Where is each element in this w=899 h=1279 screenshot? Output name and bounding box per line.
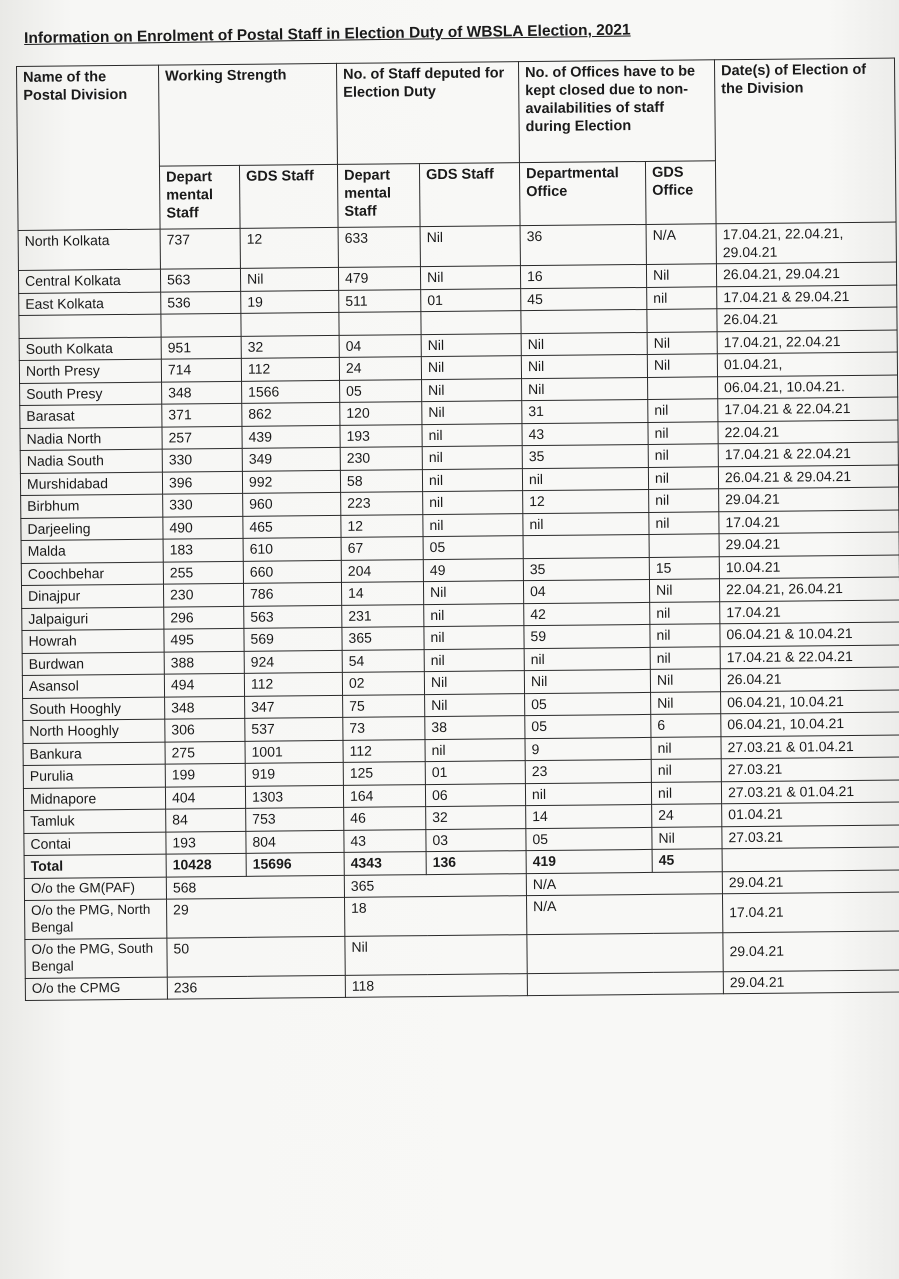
office-name-cell: O/o the CPMG bbox=[25, 977, 167, 1001]
cl-gds-cell: 15 bbox=[649, 556, 719, 579]
division-name-cell: Barasat bbox=[20, 404, 162, 428]
division-name-cell: North Presy bbox=[19, 359, 161, 383]
header-division: Name of the Postal Division bbox=[17, 65, 161, 230]
ws-dept-cell: 257 bbox=[162, 426, 242, 449]
header-closed: No. of Offices have to be kept closed due to non-availabilities of staff during Election bbox=[518, 60, 715, 163]
ws-dept-cell: 348 bbox=[165, 696, 245, 719]
division-name-cell: Tamluk bbox=[24, 809, 166, 833]
dates-cell: 06.04.21 & 10.04.21 bbox=[720, 622, 899, 646]
cl-gds-cell: N/A bbox=[646, 224, 716, 265]
dep-gds-cell: 32 bbox=[426, 806, 526, 829]
office-dates-cell: 29.04.21 bbox=[722, 870, 899, 894]
office-deputed-cell: 365 bbox=[344, 873, 526, 897]
dates-cell: 17.04.21, 22.04.21, 29.04.21 bbox=[716, 222, 896, 264]
dates-cell: 29.04.21 bbox=[719, 532, 899, 556]
ws-gds-cell: 112 bbox=[244, 672, 342, 695]
ws-gds-cell: 569 bbox=[244, 627, 342, 650]
ws-gds-cell: 349 bbox=[242, 447, 340, 470]
ws-dept-cell bbox=[161, 313, 241, 336]
cl-gds-cell: nil bbox=[650, 601, 720, 624]
subheader-cl-gds: GDS Office bbox=[645, 161, 716, 225]
cl-gds-cell: nil bbox=[648, 444, 718, 467]
cl-gds-cell: Nil bbox=[651, 691, 721, 714]
dep-dept-cell: 46 bbox=[344, 807, 426, 830]
division-name-cell: Nadia South bbox=[20, 449, 162, 473]
dep-gds-cell: nil bbox=[422, 468, 522, 491]
subheader-ws-gds: GDS Staff bbox=[239, 164, 338, 228]
cl-dept-cell: Nil bbox=[521, 354, 647, 378]
office-deputed-cell: 18 bbox=[344, 896, 526, 936]
office-deputed-cell: Nil bbox=[345, 934, 527, 974]
office-ws-cell: 50 bbox=[167, 936, 345, 976]
division-name-cell: South Presy bbox=[20, 382, 162, 406]
dates-cell: 17.04.21 & 22.04.21 bbox=[720, 645, 899, 669]
ws-dept-cell: 275 bbox=[165, 741, 245, 764]
dep-dept-cell: 120 bbox=[340, 402, 422, 425]
ws-gds-cell: 786 bbox=[243, 582, 341, 605]
total-dep-gds-cell: 136 bbox=[426, 851, 526, 874]
dep-gds-cell: 03 bbox=[426, 828, 526, 851]
cl-dept-cell: Nil bbox=[521, 332, 647, 356]
ws-dept-cell: 199 bbox=[165, 763, 245, 786]
cl-dept-cell: 05 bbox=[526, 827, 652, 851]
header-working-strength: Working Strength bbox=[158, 63, 337, 166]
office-ws-cell: 29 bbox=[167, 897, 345, 937]
dep-dept-cell: 479 bbox=[338, 267, 420, 290]
dep-dept-cell: 75 bbox=[343, 694, 425, 717]
ws-dept-cell: 183 bbox=[163, 538, 243, 561]
total-ws-dept-cell: 10428 bbox=[166, 853, 246, 876]
dep-gds-cell: Nil bbox=[423, 581, 523, 604]
dates-cell: 06.04.21, 10.04.21. bbox=[718, 375, 898, 399]
dep-dept-cell: 54 bbox=[342, 649, 424, 672]
ws-gds-cell: 919 bbox=[245, 762, 343, 785]
subheader-dep-dept: Depart mental Staff bbox=[337, 164, 420, 228]
dep-dept-cell: 230 bbox=[340, 447, 422, 470]
cl-dept-cell: 05 bbox=[525, 714, 651, 738]
dep-dept-cell: 12 bbox=[341, 514, 423, 537]
cl-gds-cell: nil bbox=[651, 781, 721, 804]
division-name-cell: Howrah bbox=[22, 629, 164, 653]
cl-gds-cell: 24 bbox=[652, 804, 722, 827]
cl-dept-cell: nil bbox=[522, 467, 648, 491]
office-dates-cell: 29.04.21 bbox=[723, 970, 899, 994]
dates-cell: 17.04.21 bbox=[719, 510, 899, 534]
dates-cell: 06.04.21, 10.04.21 bbox=[721, 690, 899, 714]
division-name-cell: Jalpaiguri bbox=[22, 607, 164, 631]
dates-cell: 26.04.21 bbox=[717, 307, 897, 331]
cl-gds-cell bbox=[647, 309, 717, 332]
division-name-cell: Asansol bbox=[22, 674, 164, 698]
cl-dept-cell: 05 bbox=[525, 692, 651, 716]
dep-dept-cell: 164 bbox=[343, 784, 425, 807]
cl-dept-cell bbox=[523, 534, 649, 558]
ws-dept-cell: 193 bbox=[166, 831, 246, 854]
table-body bbox=[18, 222, 899, 1000]
office-ws-cell: 568 bbox=[166, 875, 344, 899]
division-name-cell: Birbhum bbox=[21, 494, 163, 518]
office-dates-cell: 17.04.21 bbox=[722, 892, 899, 932]
division-name-cell: Midnapore bbox=[23, 787, 165, 811]
dep-dept-cell: 14 bbox=[341, 582, 423, 605]
division-name-cell bbox=[19, 314, 161, 338]
dep-dept-cell: 231 bbox=[342, 604, 424, 627]
ws-dept-cell: 230 bbox=[163, 583, 243, 606]
cl-gds-cell: nil bbox=[650, 624, 720, 647]
ws-dept-cell: 371 bbox=[162, 403, 242, 426]
cl-dept-cell: 16 bbox=[520, 264, 646, 288]
dates-cell: 17.04.21 & 22.04.21 bbox=[718, 397, 898, 421]
dep-gds-cell bbox=[421, 311, 521, 334]
ws-gds-cell: 112 bbox=[241, 357, 339, 380]
header-dates: Date(s) of Election of the Division bbox=[714, 58, 896, 224]
ws-dept-cell: 306 bbox=[165, 718, 245, 741]
dep-gds-cell: Nil bbox=[420, 226, 520, 267]
ws-gds-cell: 1001 bbox=[245, 740, 343, 763]
cl-dept-cell bbox=[521, 309, 647, 333]
dates-cell: 17.04.21 & 29.04.21 bbox=[717, 285, 897, 309]
dep-dept-cell: 67 bbox=[341, 537, 423, 560]
dates-cell: 17.04.21 bbox=[720, 600, 899, 624]
election-staff-table bbox=[16, 58, 899, 1001]
cl-gds-cell: nil bbox=[651, 759, 721, 782]
dep-gds-cell: nil bbox=[422, 446, 522, 469]
dep-dept-cell: 58 bbox=[340, 469, 422, 492]
total-dates-cell bbox=[722, 847, 899, 871]
dates-cell: 27.03.21 & 01.04.21 bbox=[721, 780, 899, 804]
dates-cell: 17.04.21 & 22.04.21 bbox=[718, 442, 898, 466]
ws-gds-cell: 19 bbox=[241, 290, 339, 313]
dep-gds-cell: 05 bbox=[423, 536, 523, 559]
division-name-cell: Purulia bbox=[23, 764, 165, 788]
document-title: Information on Enrolment of Postal Staff in Election Duty of WBSLA Election, 2021 bbox=[24, 21, 631, 47]
ws-dept-cell: 84 bbox=[166, 808, 246, 831]
ws-gds-cell: 610 bbox=[243, 537, 341, 560]
dep-gds-cell: nil bbox=[424, 626, 524, 649]
ws-gds-cell: 1566 bbox=[242, 380, 340, 403]
dep-dept-cell: 24 bbox=[339, 357, 421, 380]
cl-dept-cell: nil bbox=[525, 782, 651, 806]
dates-cell: 17.04.21, 22.04.21 bbox=[717, 330, 897, 354]
ws-gds-cell: 924 bbox=[244, 650, 342, 673]
cl-gds-cell: nil bbox=[650, 646, 720, 669]
total-division-name-cell: Total bbox=[24, 854, 166, 878]
dates-cell: 29.04.21 bbox=[719, 487, 899, 511]
division-name-cell: Central Kolkata bbox=[18, 269, 160, 293]
cl-dept-cell: 31 bbox=[522, 399, 648, 423]
cl-dept-cell: 42 bbox=[524, 602, 650, 626]
ws-gds-cell bbox=[241, 312, 339, 335]
total-cl-gds-cell: 45 bbox=[652, 849, 722, 872]
ws-gds-cell: 465 bbox=[243, 515, 341, 538]
subheader-ws-dept: Depart mental Staff bbox=[159, 165, 240, 229]
dep-dept-cell: 43 bbox=[344, 829, 426, 852]
cl-gds-cell: Nil bbox=[652, 826, 722, 849]
dep-gds-cell: nil bbox=[423, 513, 523, 536]
division-name-cell: South Kolkata bbox=[19, 337, 161, 361]
cl-dept-cell: Nil bbox=[524, 669, 650, 693]
cl-dept-cell: Nil bbox=[522, 377, 648, 401]
ws-dept-cell: 490 bbox=[163, 516, 243, 539]
ws-gds-cell: 960 bbox=[243, 492, 341, 515]
dep-gds-cell: 01 bbox=[425, 761, 525, 784]
division-name-cell: Nadia North bbox=[20, 427, 162, 451]
cl-gds-cell: nil bbox=[649, 511, 719, 534]
office-closed-cell bbox=[527, 971, 723, 995]
header-deputed: No. of Staff deputed for Election Duty bbox=[336, 62, 519, 165]
dep-gds-cell: nil bbox=[424, 603, 524, 626]
dates-cell: 27.03.21 bbox=[721, 757, 899, 781]
ws-dept-cell: 404 bbox=[165, 786, 245, 809]
dep-dept-cell: 365 bbox=[342, 627, 424, 650]
dep-dept-cell: 73 bbox=[343, 717, 425, 740]
ws-gds-cell: 660 bbox=[243, 560, 341, 583]
office-name-cell: O/o the PMG, South Bengal bbox=[25, 938, 167, 978]
dep-gds-cell: Nil bbox=[420, 266, 520, 289]
dep-dept-cell bbox=[339, 312, 421, 335]
dep-gds-cell: 38 bbox=[425, 716, 525, 739]
dep-gds-cell: Nil bbox=[421, 333, 521, 356]
ws-dept-cell: 330 bbox=[162, 448, 242, 471]
dates-cell: 01.04.21, bbox=[717, 352, 897, 376]
division-name-cell: East Kolkata bbox=[19, 292, 161, 316]
dep-gds-cell: nil bbox=[424, 648, 524, 671]
ws-dept-cell: 536 bbox=[161, 291, 241, 314]
cl-dept-cell: nil bbox=[524, 647, 650, 671]
dates-cell: 10.04.21 bbox=[719, 555, 899, 579]
cl-gds-cell: nil bbox=[648, 399, 718, 422]
ws-dept-cell: 951 bbox=[161, 336, 241, 359]
office-closed-cell: N/A bbox=[526, 894, 722, 935]
cl-dept-cell: nil bbox=[523, 512, 649, 536]
office-ws-cell: 236 bbox=[167, 975, 345, 999]
division-name-cell: Malda bbox=[21, 539, 163, 563]
dep-gds-cell: nil bbox=[422, 423, 522, 446]
dep-dept-cell: 125 bbox=[343, 762, 425, 785]
ws-gds-cell: Nil bbox=[240, 267, 338, 290]
cl-dept-cell: 43 bbox=[522, 422, 648, 446]
cl-dept-cell: 14 bbox=[526, 804, 652, 828]
cl-gds-cell: 6 bbox=[651, 714, 721, 737]
ws-gds-cell: 32 bbox=[241, 335, 339, 358]
cl-gds-cell: Nil bbox=[649, 579, 719, 602]
ws-dept-cell: 396 bbox=[162, 471, 242, 494]
dep-gds-cell: nil bbox=[423, 491, 523, 514]
cl-gds-cell: nil bbox=[649, 489, 719, 512]
ws-gds-cell: 753 bbox=[246, 807, 344, 830]
division-name-cell: Bankura bbox=[23, 742, 165, 766]
ws-gds-cell: 804 bbox=[246, 830, 344, 853]
dates-cell: 22.04.21 bbox=[718, 420, 898, 444]
dates-cell: 27.03.21 bbox=[722, 825, 899, 849]
cl-dept-cell: 35 bbox=[523, 557, 649, 581]
subheader-dep-gds: GDS Staff bbox=[419, 163, 520, 227]
cl-dept-cell: 36 bbox=[520, 224, 646, 265]
division-name-cell: North Hooghly bbox=[23, 719, 165, 743]
ws-dept-cell: 348 bbox=[162, 381, 242, 404]
ws-dept-cell: 495 bbox=[164, 628, 244, 651]
total-ws-gds-cell: 15696 bbox=[246, 852, 344, 875]
ws-dept-cell: 255 bbox=[163, 561, 243, 584]
dep-gds-cell: nil bbox=[425, 738, 525, 761]
cl-gds-cell: Nil bbox=[647, 331, 717, 354]
dep-dept-cell: 633 bbox=[338, 227, 420, 268]
total-cl-dept-cell: 419 bbox=[526, 849, 652, 873]
ws-dept-cell: 330 bbox=[163, 493, 243, 516]
cl-gds-cell: nil bbox=[648, 466, 718, 489]
ws-gds-cell: 992 bbox=[242, 470, 340, 493]
ws-gds-cell: 563 bbox=[244, 605, 342, 628]
cl-gds-cell: nil bbox=[647, 286, 717, 309]
cl-gds-cell: Nil bbox=[646, 264, 716, 287]
dates-cell: 27.03.21 & 01.04.21 bbox=[721, 735, 899, 759]
dates-cell: 26.04.21 bbox=[720, 667, 899, 691]
dep-gds-cell: 06 bbox=[425, 783, 525, 806]
ws-gds-cell: 439 bbox=[242, 425, 340, 448]
dep-gds-cell: Nil bbox=[425, 693, 525, 716]
ws-gds-cell: 862 bbox=[242, 402, 340, 425]
division-name-cell: Murshidabad bbox=[20, 472, 162, 496]
dep-dept-cell: 223 bbox=[341, 492, 423, 515]
header-row bbox=[17, 58, 896, 167]
cl-dept-cell: 12 bbox=[523, 489, 649, 513]
office-closed-cell bbox=[527, 933, 723, 974]
cl-gds-cell: Nil bbox=[647, 354, 717, 377]
cl-dept-cell: 04 bbox=[523, 579, 649, 603]
division-name-cell: Contai bbox=[24, 832, 166, 856]
office-name-cell: O/o the PMG, North Bengal bbox=[25, 899, 167, 939]
ws-dept-cell: 714 bbox=[161, 358, 241, 381]
ws-gds-cell: 347 bbox=[245, 695, 343, 718]
dep-dept-cell: 511 bbox=[339, 289, 421, 312]
subheader-cl-dept: Departmental Office bbox=[519, 161, 646, 225]
ws-dept-cell: 737 bbox=[160, 228, 240, 269]
ws-gds-cell: 537 bbox=[245, 717, 343, 740]
total-dep-dept-cell: 4343 bbox=[344, 852, 426, 875]
division-name-cell: Darjeeling bbox=[21, 517, 163, 541]
division-name-cell: South Hooghly bbox=[23, 697, 165, 721]
dep-gds-cell: 01 bbox=[421, 288, 521, 311]
cl-gds-cell: nil bbox=[648, 421, 718, 444]
ws-gds-cell: 12 bbox=[240, 227, 338, 268]
dep-gds-cell: Nil bbox=[421, 356, 521, 379]
dep-dept-cell: 204 bbox=[341, 559, 423, 582]
cl-dept-cell: 35 bbox=[522, 444, 648, 468]
office-dates-cell: 29.04.21 bbox=[723, 931, 899, 971]
ws-dept-cell: 296 bbox=[164, 606, 244, 629]
cl-gds-cell: nil bbox=[651, 736, 721, 759]
dates-cell: 26.04.21, 29.04.21 bbox=[716, 262, 896, 286]
division-name-cell: Coochbehar bbox=[21, 562, 163, 586]
division-name-cell: North Kolkata bbox=[18, 229, 160, 270]
division-name-cell: Dinajpur bbox=[21, 584, 163, 608]
ws-gds-cell: 1303 bbox=[245, 785, 343, 808]
dates-cell: 06.04.21, 10.04.21 bbox=[721, 712, 899, 736]
dep-dept-cell: 04 bbox=[339, 334, 421, 357]
cl-gds-cell bbox=[649, 534, 719, 557]
cl-dept-cell: 9 bbox=[525, 737, 651, 761]
dep-dept-cell: 05 bbox=[340, 379, 422, 402]
office-deputed-cell: 118 bbox=[345, 973, 527, 997]
cl-dept-cell: 59 bbox=[524, 624, 650, 648]
cl-gds-cell: Nil bbox=[650, 669, 720, 692]
dates-cell: 26.04.21 & 29.04.21 bbox=[718, 465, 898, 489]
dep-gds-cell: Nil bbox=[424, 671, 524, 694]
dates-cell: 01.04.21 bbox=[722, 802, 899, 826]
ws-dept-cell: 388 bbox=[164, 651, 244, 674]
dep-dept-cell: 112 bbox=[343, 739, 425, 762]
cl-dept-cell: 23 bbox=[525, 759, 651, 783]
dep-dept-cell: 02 bbox=[342, 672, 424, 695]
cl-dept-cell: 45 bbox=[521, 287, 647, 311]
ws-dept-cell: 563 bbox=[160, 268, 240, 291]
dates-cell: 22.04.21, 26.04.21 bbox=[719, 577, 899, 601]
office-closed-cell: N/A bbox=[526, 871, 722, 895]
ws-dept-cell: 494 bbox=[164, 673, 244, 696]
division-name-cell: Burdwan bbox=[22, 652, 164, 676]
dep-dept-cell: 193 bbox=[340, 424, 422, 447]
dep-gds-cell: Nil bbox=[422, 401, 522, 424]
office-name-cell: O/o the GM(PAF) bbox=[24, 877, 166, 901]
dep-gds-cell: 49 bbox=[423, 558, 523, 581]
cl-gds-cell bbox=[648, 376, 718, 399]
dep-gds-cell: Nil bbox=[422, 378, 522, 401]
